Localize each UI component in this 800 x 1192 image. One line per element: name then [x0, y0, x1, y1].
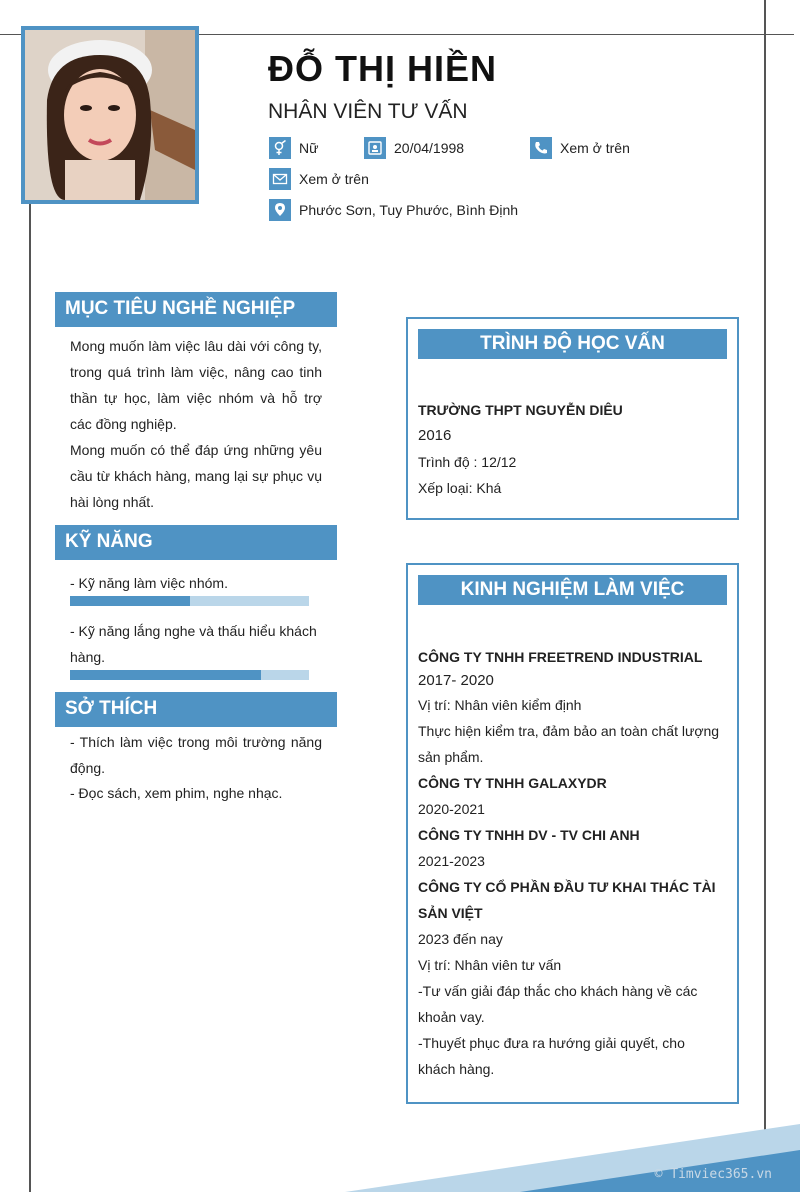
- envelope-icon: [269, 168, 291, 190]
- candidate-name: ĐỖ THỊ HIỀN: [268, 48, 498, 89]
- company-name: CÔNG TY CỔ PHẦN ĐẦU TƯ KHAI THÁC TÀI SẢN VIỆT: [418, 879, 716, 921]
- company-name: CÔNG TY TNHH FREETREND INDUSTRIAL: [418, 649, 703, 665]
- gender-value: Nữ: [299, 140, 319, 156]
- job-period: 2023 đến nay: [418, 931, 503, 947]
- career-goal-paragraph-1: Mong muốn làm việc lâu dài với công ty, trong quá trình làm việc, nâng cao tinh thần tự học, làm việc nhóm và hỗ trợ các đồng nghiệp.: [70, 338, 322, 432]
- avatar: [21, 26, 199, 204]
- job-description: Thực hiện kiểm tra, đảm bảo an toàn chất lượng sản phẩm.: [418, 723, 720, 765]
- education-year: 2016: [418, 427, 452, 444]
- skill-bar: [70, 596, 309, 606]
- career-goal-paragraph-2: Mong muốn có thể đáp ứng những yêu cầu từ khách hàng, mang lại sự phục vụ hài lòng nhất.: [70, 442, 322, 510]
- company-name: CÔNG TY TNHH GALAXYDR: [418, 775, 607, 791]
- education-box: [406, 317, 739, 520]
- job-period: 2021-2023: [418, 853, 485, 869]
- right-border-line: [764, 0, 766, 1192]
- phone-value: Xem ở trên: [560, 140, 630, 156]
- id-card-icon: [364, 137, 386, 159]
- job-period: 2017- 2020: [418, 672, 494, 689]
- experience-box: [406, 563, 739, 1104]
- phone-icon: [530, 137, 552, 159]
- skill-bar: [70, 670, 309, 680]
- job-period: 2020-2021: [418, 801, 485, 817]
- birthdate-info: [364, 137, 464, 159]
- company-name: CÔNG TY TNHH DV - TV CHI ANH: [418, 827, 640, 843]
- skill-label: - Kỹ năng làm việc nhóm.: [70, 575, 228, 591]
- hobby-item: - Thích làm việc trong môi trường năng động.: [70, 734, 322, 776]
- education-level: Trình độ : 12/12: [418, 454, 517, 470]
- skills-heading: KỸ NĂNG: [55, 525, 337, 560]
- job-position: Vị trí: Nhân viên kiểm định: [418, 697, 582, 713]
- hobby-item: - Đọc sách, xem phim, nghe nhạc.: [70, 785, 283, 801]
- education-grade: Xếp loại: Khá: [418, 480, 502, 496]
- top-rule-left: [0, 34, 21, 35]
- location-pin-icon: [269, 199, 291, 221]
- experience-details: [418, 644, 723, 1082]
- skill-label: - Kỹ năng lắng nghe và thấu hiểu khách hàng.: [70, 623, 317, 665]
- job-description: -Thuyết phục đưa ra hướng giải quyết, cho khách hàng.: [418, 1035, 685, 1077]
- skill-bar-fill: [70, 670, 261, 680]
- skill-bar-fill: [70, 596, 190, 606]
- job-title: NHÂN VIÊN TƯ VẤN: [268, 100, 468, 123]
- gender-info: [269, 137, 318, 159]
- experience-heading: KINH NGHIỆM LÀM VIỆC: [418, 575, 727, 605]
- left-border-line: [29, 196, 31, 1192]
- school-name: TRƯỜNG THPT NGUYỄN DIÊU: [418, 402, 623, 418]
- top-rule-right: [199, 34, 794, 35]
- career-goal-heading: MỤC TIÊU NGHỀ NGHIỆP: [55, 292, 337, 327]
- job-description: -Tư vấn giải đáp thắc cho khách hàng về các khoản vay.: [418, 983, 698, 1025]
- education-heading: TRÌNH ĐỘ HỌC VẤN: [418, 329, 727, 359]
- gender-icon: [269, 137, 291, 159]
- phone-info: [530, 137, 630, 159]
- job-position: Vị trí: Nhân viên tư vấn: [418, 957, 562, 973]
- birthdate-value: 20/04/1998: [394, 140, 465, 156]
- email-value: Xem ở trên: [299, 171, 369, 187]
- hobbies-heading: SỞ THÍCH: [55, 692, 337, 727]
- address-value: Phước Sơn, Tuy Phước, Bình Định: [299, 202, 519, 218]
- education-details: [418, 397, 723, 501]
- watermark: © Timviec365.vn: [654, 1167, 772, 1182]
- email-info: [269, 168, 369, 190]
- address-info: [269, 199, 518, 221]
